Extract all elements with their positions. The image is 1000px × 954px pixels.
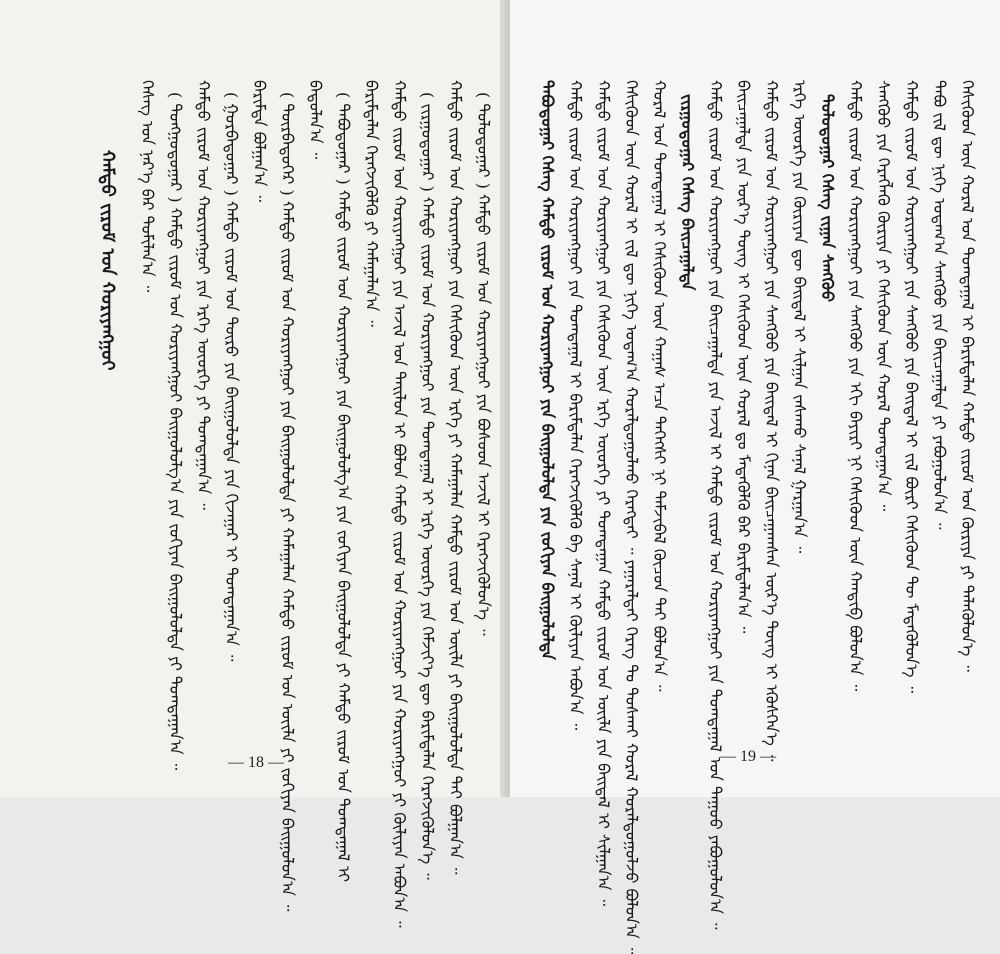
left-page — [0, 0, 510, 928]
page-title: ᠬᠠᠮᠲᠤ ᠵᠢᠷᠤᠮ ᠤᠨ ᠬᠤᠷᠢᠶᠠᠩᠭᠤᠢ — [97, 150, 118, 371]
text-line: ᠭᠡᠰᠢᠭᠦᠳ ᠦᠨ ᠬᠤᠷᠠᠯ ᠢ ᠵᠢᠯ ᠳᠦ ᠨᠢᠭᠡ ᠤᠳᠠᠭ᠎ᠠ ᠬᠤᠷᠠᠯᠳᠤᠭᠤᠯᠬᠤ ᠬᠡᠷᠡᠭᠲᠡᠢ ᠃ ᠶᠠᠭᠠᠷᠠᠯᠲᠠᠢ ᠬᠡᠷᠡᠭ ᠲᠤ ᠲᠤᠰᠬᠠᠢ ᠬᠤᠷᠠᠯ ᠬᠤᠷᠠᠯᠳᠤᠭᠤᠯᠵᠤ ᠪᠣᠯᠤᠨ᠎ᠠ ᠃ — [622, 80, 641, 954]
text-line: ( ᠳᠥᠷᠪᠡᠳᠦᠭᠡᠷ ) ᠬᠠᠮᠲᠤ ᠵᠢᠷᠤᠮ ᠤᠨ ᠬᠤᠷᠢᠶᠠᠩᠭᠤᠢ ᠶᠢᠨ ᠪᠠᠢᠭᠤᠯᠤᠯᠲᠠ ᠶᠢ ᠬᠠᠮᠠᠭᠠᠯᠠᠨ ᠬᠠᠮᠲᠤ ᠵᠢᠷᠤᠮ ᠤᠨ ᠦᠢᠯᠡ ᠶᠢ ᠵᠣᠬᠢᠶᠠᠨ ᠪᠠᠢᠭᠤᠯᠤᠨ᠎ᠠ ᠃ — [278, 92, 297, 912]
section-heading: ᠲᠠᠪᠤᠳᠤᠭᠠᠷ ᠬᠡᠰᠡᠭ ᠬᠠᠮᠲᠤ ᠵᠢᠷᠤᠮ ᠤᠨ ᠬᠤᠷᠢᠶᠠᠩᠭᠤᠢ ᠶᠢᠨ ᠪᠠᠢᠭᠤᠯᠤᠯᠲᠠ ᠶᠢᠨ ᠵᠣᠬᠢᠶᠠᠨ ᠪᠠᠢᠭᠤᠯᠤᠯᠲᠠ — [538, 80, 557, 660]
text-line: ᠬᠠᠮᠲᠤ ᠵᠢᠷᠤᠮ ᠤᠨ ᠬᠤᠷᠢᠶᠠᠩᠭᠤᠢ ᠶᠢᠨ ᠪᠠᠢᠴᠠᠭᠠᠯᠲᠠ ᠶᠢᠨ ᠠᠵᠢᠯ ᠢ ᠬᠠᠮᠲᠤ ᠵᠢᠷᠤᠮ ᠤᠨ ᠬᠤᠷᠢᠶᠠᠩᠭᠤᠢ ᠶᠢᠨ ᠲᠣᠭᠲᠠᠭᠠᠯ ᠤᠨ ᠳᠠᠭᠤᠤ ᠶᠠᠪᠤᠭᠤᠯᠤᠨ᠎ᠠ ᠃ — [706, 80, 725, 930]
text-line: ᠬᠤᠷᠠᠯ ᠤᠨ ᠲᠣᠭᠲᠠᠭᠠᠯ ᠢ ᠭᠡᠰᠢᠭᠦᠳ ᠦᠨ ᠬᠠᠭᠠᠰ ᠠᠴᠠ ᠳᠡᠭᠡᠭᠰᠢ ᠨᠢ ᠳᠡᠮᠵᠢᠪᠡᠯ ᠬᠦᠴᠦᠨ ᠲᠡᠢ ᠪᠣᠯᠤᠨ᠎ᠠ ᠃ — [650, 80, 669, 692]
text-line: ( ᠳᠣᠯᠣᠳᠤᠭᠠᠷ ) ᠬᠠᠮᠲᠤ ᠵᠢᠷᠤᠮ ᠤᠨ ᠬᠤᠷᠢᠶᠠᠩᠭᠤᠢ ᠶᠢᠨ ᠪᠤᠰᠤᠳ ᠠᠵᠢᠯ ᠢ ᠬᠡᠷᠡᠭᠵᠢᠭᠦᠯᠦᠨ᠎ᠡ ᠃ — [474, 92, 493, 636]
section-heading: ᠳᠣᠯᠣᠳᠤᠭᠠᠷ ᠬᠡᠰᠡᠭ ᠵᠢᠭᠠᠨ ᠰᠠᠩᠬᠦᠦ — [818, 94, 837, 303]
text-line: ᠬᠠᠮᠲᠤ ᠵᠢᠷᠤᠮ ᠤᠨ ᠬᠤᠷᠢᠶᠠᠩᠭᠤᠢ ᠶᠢᠨ ᠭᠡᠰᠢᠭᠦᠳ ᠦᠨ ᠡᠷᠬᠡ ᠦᠦᠷᠭᠡ ᠶᠢ ᠲᠣᠭᠲᠠᠭᠠᠨ ᠬᠠᠮᠲᠤ ᠵᠢᠷᠤᠮ ᠤᠨ ᠦᠢᠯᠡ ᠶᠢᠨ ᠪᠠᠢᠳᠠᠯ ᠢ ᠰᠢᠯᠭᠠᠨ᠎ᠠ ᠃ — [594, 80, 613, 907]
text-line: ᠭᠡᠰᠢᠭᠦᠳ ᠦᠨ ᠬᠤᠷᠠᠯ ᠤᠨ ᠲᠣᠭᠲᠠᠭᠠᠯ ᠢ ᠪᠠᠷᠢᠮᠲᠠᠯᠠᠨ ᠬᠠᠮᠲᠤ ᠵᠢᠷᠤᠮ ᠤᠨ ᠬᠦᠷᠢᠶᠡ ᠶᠢ ᠲᠡᠯᠡᠭᠦᠯᠦᠨ᠎ᠡ ᠃ — [958, 80, 977, 672]
text-line: ᠰᠠᠩᠬᠦᠦ ᠶᠢᠨ ᠬᠡᠷᠡᠭᠯᠡᠬᠦ ᠬᠦᠷᠢᠶᠡ ᠶᠢ ᠭᠡᠰᠢᠭᠦᠳ ᠦᠨ ᠬᠤᠷᠠᠯ ᠲᠣᠭᠲᠠᠭᠠᠨ᠎ᠠ ᠃ — [874, 80, 893, 512]
text-line: ᠬᠡᠰᠡᠭ ᠤᠨ ᠨᠡᠷ᠎ᠡ ᠪᠡᠷ ᠲᠤᠮᠢᠯᠠᠨ᠎ᠠ ᠃ — [138, 80, 157, 293]
text-line: ᠪᠠᠷᠢᠮᠲᠠ ᠪᠣᠯᠭᠠᠨ᠎ᠠ ᠃ — [250, 80, 269, 203]
text-line: ᠡᠷᠬᠡ ᠦᠦᠷᠭᠡ ᠶᠢᠨ ᠬᠦᠷᠢᠶᠡᠨ ᠳᠦ ᠪᠠᠢᠳᠠᠯ ᠢ ᠰᠢᠯᠭᠠᠨ ᠵᠠᠰᠠᠬᠤ ᠰᠠᠨᠠᠯ ᠭᠠᠷᠭᠠᠨ᠎ᠠ ᠃ — [790, 80, 809, 554]
text-line: ᠪᠠᠢᠴᠠᠭᠠᠯᠲᠠ ᠶᠢᠨ ᠦᠷ᠎ᠡ ᠳᠦᠩ ᠢ ᠭᠡᠰᠢᠭᠦᠳ ᠦᠨ ᠬᠤᠷᠠᠯ ᠳᠤ ᠮᠡᠳᠡᠭᠦᠯᠬᠦ ᠪᠡᠷ ᠪᠠᠷᠢᠮᠲᠠᠯᠠᠨ᠎ᠠ ᠃ — [734, 80, 753, 634]
text-line: ᠪᠠᠷᠢᠮᠲᠠᠯᠠᠨ ᠬᠡᠷᠡᠭᠵᠢᠭᠦᠯᠬᠦ ᠶᠢ ᠬᠠᠮᠠᠭᠠᠯᠠᠨ᠎ᠠ ᠃ — [362, 80, 381, 327]
text-line: ᠬᠠᠮᠲᠤ ᠵᠢᠷᠤᠮ ᠤᠨ ᠬᠤᠷᠢᠶᠠᠩᠭᠤᠢ ᠶᠢᠨ ᠰᠠᠩᠬᠦᠦ ᠶᠢᠨ ᠪᠠᠢᠳᠠᠯ ᠢ ᠵᠢᠯ ᠪᠦᠷᠢ ᠭᠡᠰᠢᠭᠦᠳ ᠲᠦ ᠮᠡᠳᠡᠭᠦᠯᠦᠨ᠎ᠡ ᠃ — [902, 80, 921, 694]
page-number: — 19 — — [720, 748, 776, 765]
text-line: ( ᠵᠢᠷᠭᠤᠳᠤᠭᠠᠷ ) ᠬᠠᠮᠲᠤ ᠵᠢᠷᠤᠮ ᠤᠨ ᠬᠤᠷᠢᠶᠠᠩᠭᠤᠢ ᠶᠢᠨ ᠲᠣᠭᠲᠠᠭᠠᠯ ᠢ ᠡᠷᠬᠡ ᠦᠦᠷᠭᠡ ᠶᠢᠨ ᠬᠡᠮᠵᠢᠶ᠎ᠡ ᠳᠦ ᠪᠠᠷᠢᠮᠲᠠᠯᠠᠨ ᠬᠡᠷᠡᠭᠵᠢᠭᠦᠯᠦᠨ᠎ᠡ ᠃ — [418, 92, 437, 880]
right-page — [510, 0, 1000, 954]
text-line: ᠬᠠᠮᠲᠤ ᠵᠢᠷᠤᠮ ᠤᠨ ᠬᠤᠷᠢᠶᠠᠩᠭᠤᠢ ᠶᠢᠨ ᠰᠠᠩᠬᠦᠦ ᠶᠢᠨ ᠡᠬᠢ ᠪᠠᠶᠢᠷᠢ ᠨᠢ ᠭᠡᠰᠢᠭᠦᠳ ᠦᠨ ᠬᠠᠨᠳᠢᠪ ᠪᠣᠯᠤᠨ᠎ᠠ ᠃ — [846, 80, 865, 692]
text-line: ᠬᠠᠮᠲᠤ ᠵᠢᠷᠤᠮ ᠤᠨ ᠬᠤᠷᠢᠶᠠᠩᠭᠤᠢ ᠶᠢᠨ ᠭᠡᠰᠢᠭᠦᠳ ᠦᠨ ᠡᠷᠬᠡ ᠶᠢ ᠬᠠᠮᠠᠭᠠᠯᠠᠨ ᠬᠠᠮᠲᠤ ᠵᠢᠷᠤᠮ ᠤᠨ ᠦᠢᠯᠡ ᠶᠢ ᠪᠠᠢᠭᠤᠯᠤᠯᠲᠠ ᠲᠠᠢ ᠪᠤᠯᠭᠠᠨ᠎ᠠ ᠃ — [446, 80, 465, 875]
text-line: ᠬᠠᠮᠲᠤ ᠵᠢᠷᠤᠮ ᠤᠨ ᠬᠤᠷᠢᠶᠠᠩᠭᠤᠢ ᠶᠢᠨ ᠠᠵᠢᠯ ᠤᠨ ᠲᠠᠢᠯᠤᠨ ᠢ ᠪᠤᠯᠤᠨ ᠬᠠᠮᠲᠤ ᠵᠢᠷᠤᠮ ᠤᠨ ᠬᠤᠷᠢᠶᠠᠩᠭᠤᠢ ᠶᠢᠨ ᠬᠣᠷᠢᠶᠠᠩᠭᠤᠢ ᠶᠢ ᠬᠦᠯᠢᠶᠡᠨ ᠠᠪᠤᠨ᠎ᠠ ᠃ — [390, 80, 409, 928]
text-line: ᠬᠠᠮᠲᠤ ᠵᠢᠷᠤᠮ ᠤᠨ ᠬᠤᠷᠢᠶᠠᠩᠭᠤᠢ ᠶᠢᠨ ᠰᠠᠩᠬᠦᠦ ᠶᠢᠨ ᠪᠠᠢᠳᠠᠯ ᠢ ᠬᠢᠨᠠᠨ ᠪᠠᠢᠴᠠᠭᠠᠭᠰᠠᠨ ᠦᠷ᠎ᠡ ᠳᠦᠩ ᠢ ᠡᠭᠦᠰᠭᠡᠨ᠎ᠡ ᠃ — [762, 80, 781, 762]
section-heading: ᠵᠢᠷᠭᠤᠳᠤᠭᠠᠷ ᠬᠡᠰᠡᠭ ᠪᠠᠢᠴᠠᠭᠠᠯᠲᠠ — [678, 94, 697, 291]
page-number: — 18 — — [228, 754, 284, 771]
text-line: ᠲᠠᠪᠤ ᠵᠢᠯ ᠳᠦ ᠨᠢᠭᠡ ᠤᠳᠠᠭ᠎ᠠ ᠰᠠᠩᠬᠦᠦ ᠶᠢᠨ ᠪᠠᠢᠴᠠᠭᠠᠯᠲᠠ ᠶᠢ ᠶᠠᠪᠤᠭᠤᠯᠤᠨ᠎ᠠ ᠃ — [930, 80, 949, 530]
text-line: ( ᠭᠤᠷᠪᠠᠳᠤᠭᠠᠷ ) ᠬᠠᠮᠲᠤ ᠵᠢᠷᠤᠮ ᠤᠨ ᠲᠦᠷᠦ ᠶᠢᠨ ᠪᠠᠢᠭᠤᠯᠤᠯᠲᠠ ᠶᠢᠨ ᠬᠢᠵᠠᠭᠠᠷ ᠢ ᠲᠣᠭᠲᠠᠭᠠᠨ᠎ᠠ ᠃ — [222, 92, 241, 662]
text-line: ᠬᠠᠮᠲᠤ ᠵᠢᠷᠤᠮ ᠤᠨ ᠬᠤᠷᠢᠶᠠᠩᠭᠤᠢ ᠶᠢᠨ ᠡᠷᠬᠡ ᠦᠦᠷᠭᠡ ᠶᠢ ᠲᠣᠭᠲᠠᠭᠠᠨ᠎ᠠ ᠃ — [194, 80, 213, 510]
text-line: ( ᠳᠤᠩᠭᠤᠳᠤᠭᠠᠷ ) ᠬᠠᠮᠲᠤ ᠵᠢᠷᠤᠮ ᠤᠨ ᠬᠤᠷᠢᠶᠠᠩᠭᠤᠢ ᠪᠠᠢᠭᠤᠯᠤᠯᠭ᠎ᠠ ᠶᠢᠨ ᠵᠣᠬᠢᠶᠠᠨ ᠪᠠᠢᠭᠤᠯᠤᠯᠲᠠ ᠶᠢ ᠲᠣᠭᠲᠠᠭᠠᠨ᠎ᠠ ᠃ — [166, 92, 185, 771]
text-line: ( ᠲᠠᠪᠤᠳᠤᠭᠠᠷ ) ᠬᠠᠮᠲᠤ ᠵᠢᠷᠤᠮ ᠤᠨ ᠬᠤᠷᠢᠶᠠᠩᠭᠤᠢ ᠶᠢᠨ ᠪᠠᠢᠭᠤᠯᠤᠯᠭ᠎ᠠ ᠶᠢᠨ ᠵᠣᠬᠢᠶᠠᠨ ᠪᠠᠢᠭᠤᠯᠤᠯᠲᠠ ᠶᠢ ᠬᠠᠮᠲᠤ ᠵᠢᠷᠤᠮ ᠤᠨ ᠲᠣᠭᠲᠠᠭᠠᠯ ᠢ — [334, 92, 353, 883]
text-line: ᠪᠠᠲᠤᠯᠠᠨ᠎ᠠ ᠃ — [306, 80, 325, 160]
text-line: ᠬᠠᠮᠲᠤ ᠵᠢᠷᠤᠮ ᠤᠨ ᠬᠤᠷᠢᠶᠠᠩᠭᠤᠢ ᠶᠢᠨ ᠲᠣᠭᠲᠠᠭᠠᠯ ᠢ ᠪᠠᠷᠢᠮᠲᠠᠯᠠᠨ ᠬᠡᠷᠡᠭᠵᠢᠭᠦᠯᠬᠦ ᠪᠠ ᠰᠠᠨᠠᠯ ᠢ ᠬᠦᠯᠢᠶᠡᠨ ᠠᠪᠤᠨ᠎ᠠ ᠃ — [566, 80, 585, 731]
